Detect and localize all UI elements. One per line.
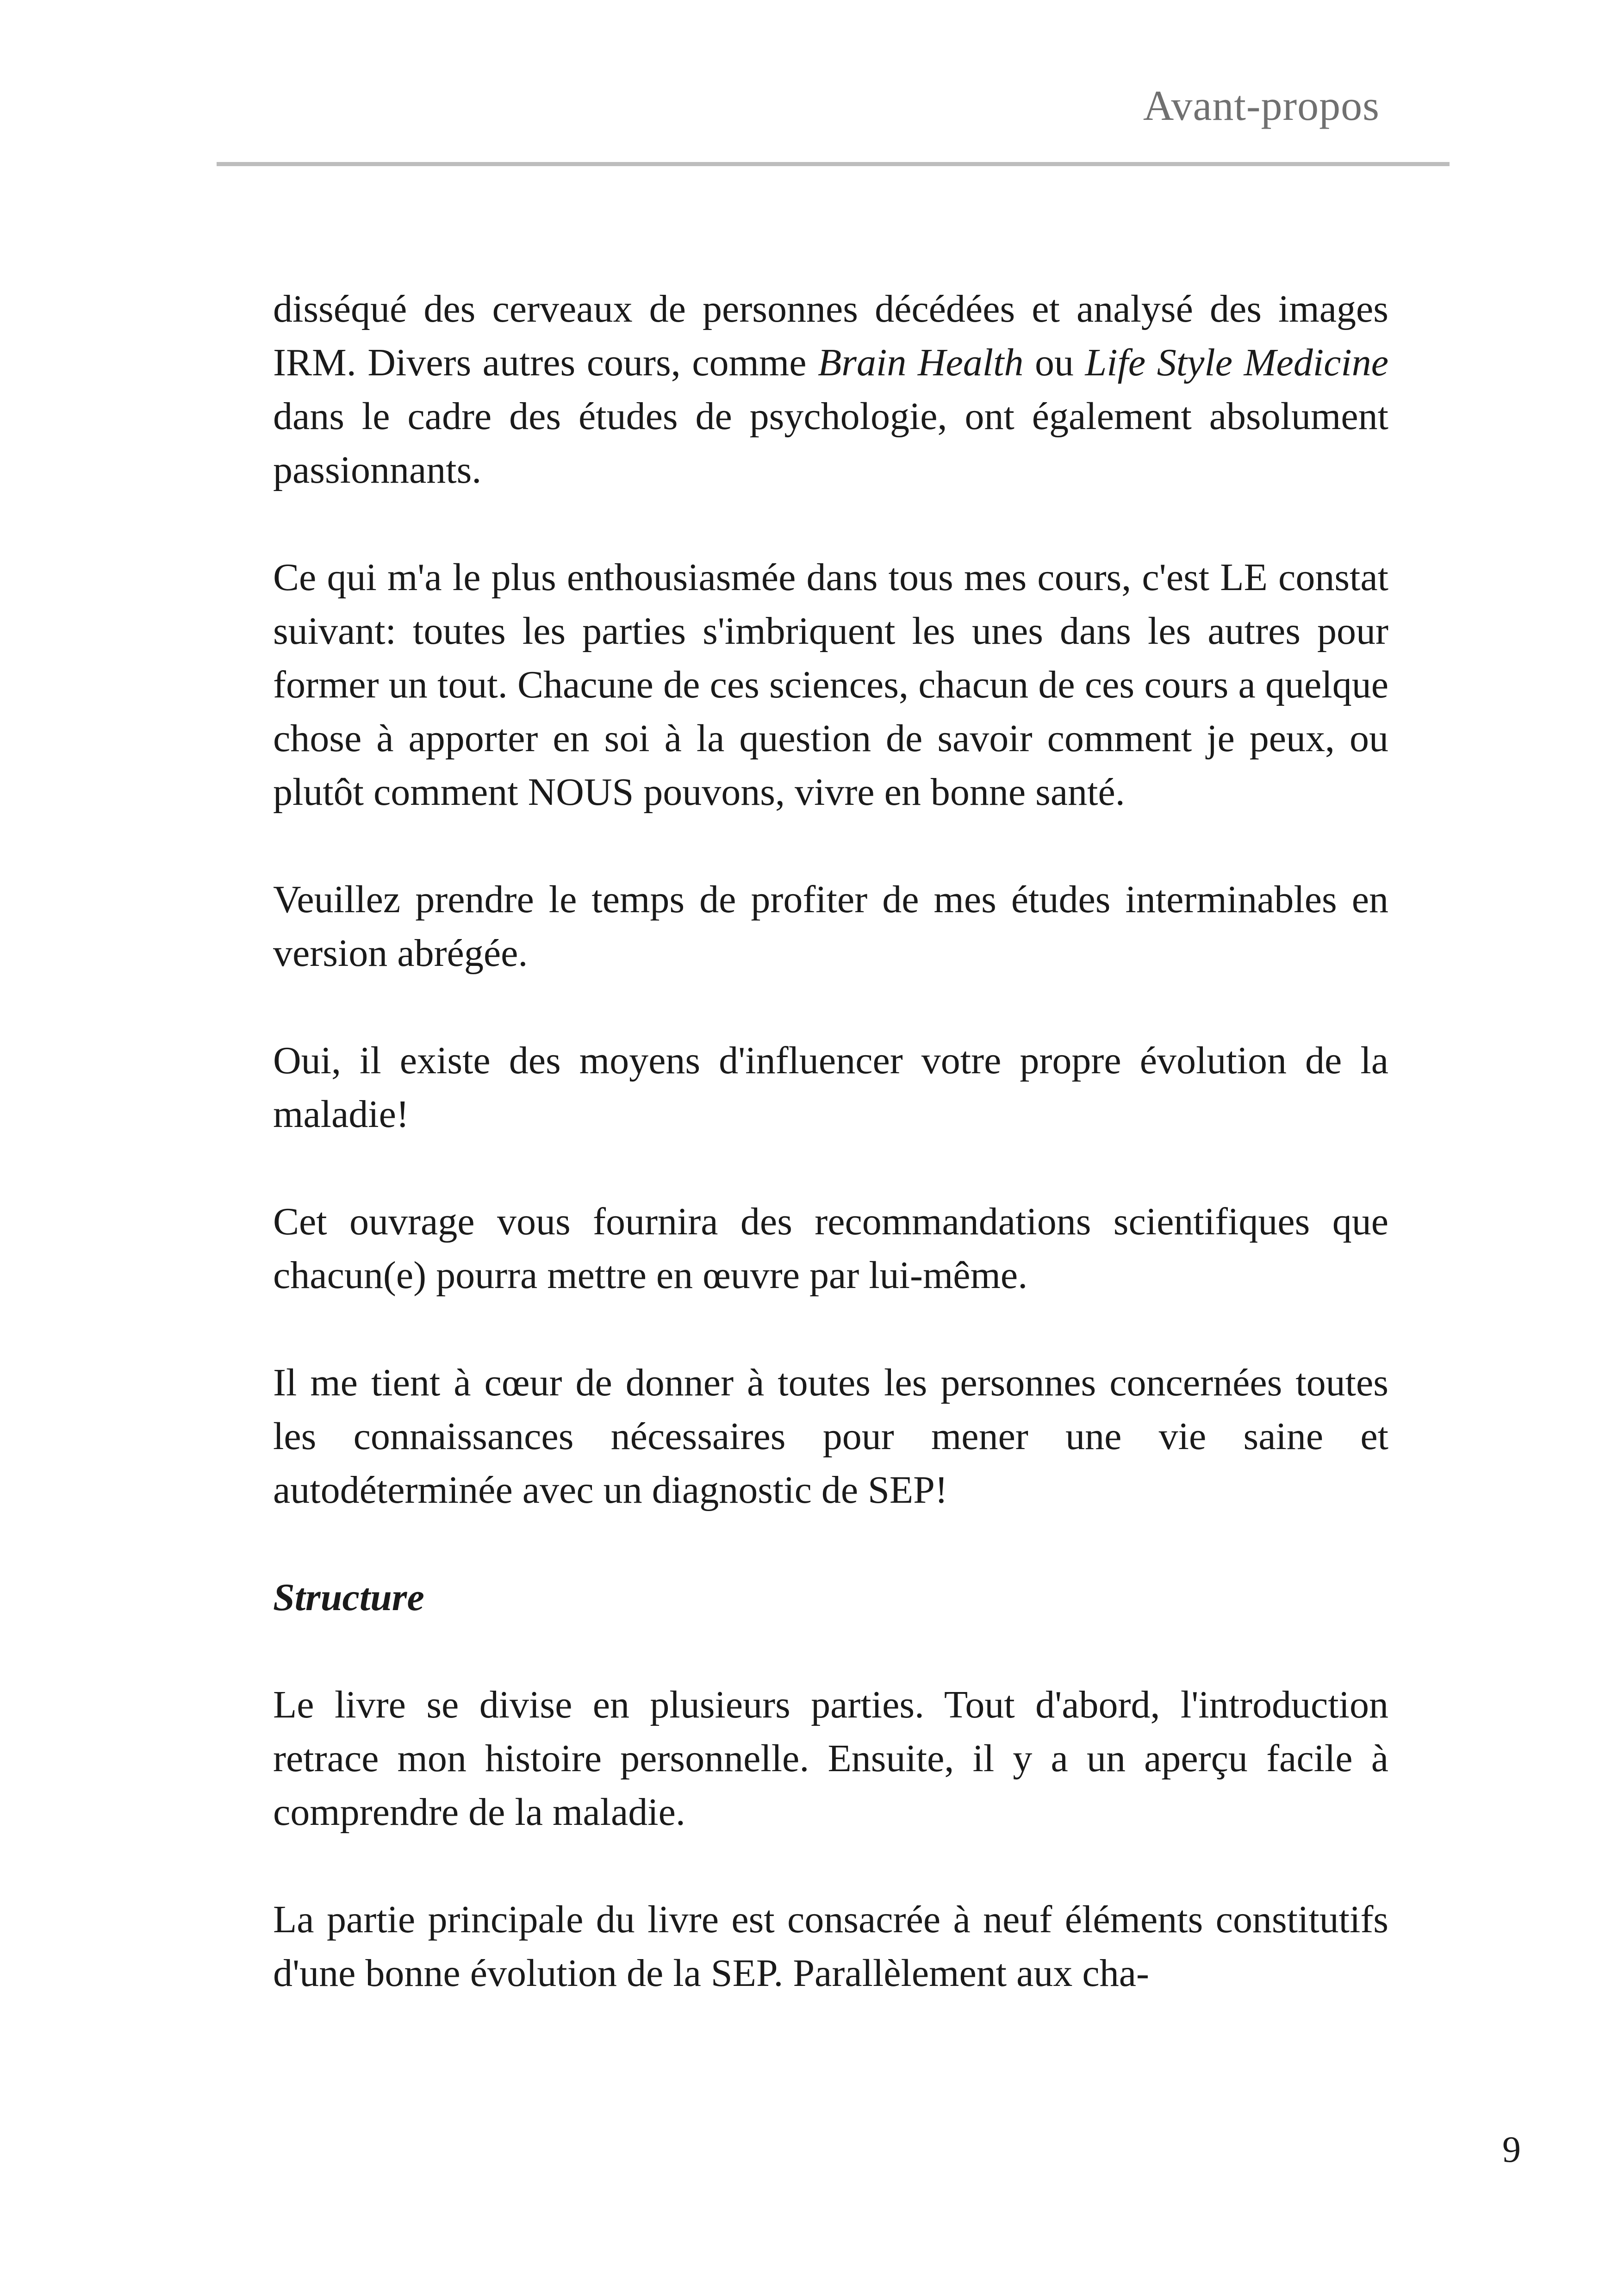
section-heading: Structure [273,1576,424,1619]
paragraph-8: La partie principale du livre est consacrée à neuf éléments constitutifs d'une bonne évolution de la SEP. Parallèlement aux cha- [273,1898,1388,1995]
paragraph-5: Cet ouvrage vous fournira des recommandations scientifiques que chacun(e) pourra mettre en œuvre par lui-même. [273,1200,1388,1297]
page-number: 9 [1502,2129,1521,2170]
paragraph-1: disséqué des cerveaux de personnes décédées et analysé des images IRM. Divers autres cours, comme Brain Health ou Life Style Medicine dans le cadre des études de psychologie, ont également absolument passionnants. [273,287,1388,492]
paragraph-7: Le livre se divise en plusieurs parties. Tout d'abord, l'introduction retrace mon histoire personnelle. Ensuite, il y a un aperçu facile à comprendre de la maladie. [273,1683,1388,1834]
body-text [273,282,1388,2054]
running-header: Avant-propos [1143,82,1380,129]
paragraph-2: Ce qui m'a le plus enthousiasmée dans tous mes cours, c'est LE constat suivant: toutes les parties s'imbriquent les unes dans les autres pour former un tout. Chacune de ces sciences, chacun de ces cours a quelque chose à apporter en soi à la question de savoir comment je peux, ou plutôt comment NOUS pouvons, vivre en bonne santé. [273,556,1388,814]
header-divider [217,162,1450,166]
paragraph-4: Oui, il existe des moyens d'influencer votre propre évolution de la maladie! [273,1039,1388,1136]
paragraph-3: Veuillez prendre le temps de profiter de mes études interminables en version abrégée. [273,878,1388,975]
paragraph-6: Il me tient à cœur de donner à toutes les personnes concernées toutes les connaissances nécessaires pour mener une vie saine et autodéterminée avec un diagnostic de SEP! [273,1361,1388,1512]
